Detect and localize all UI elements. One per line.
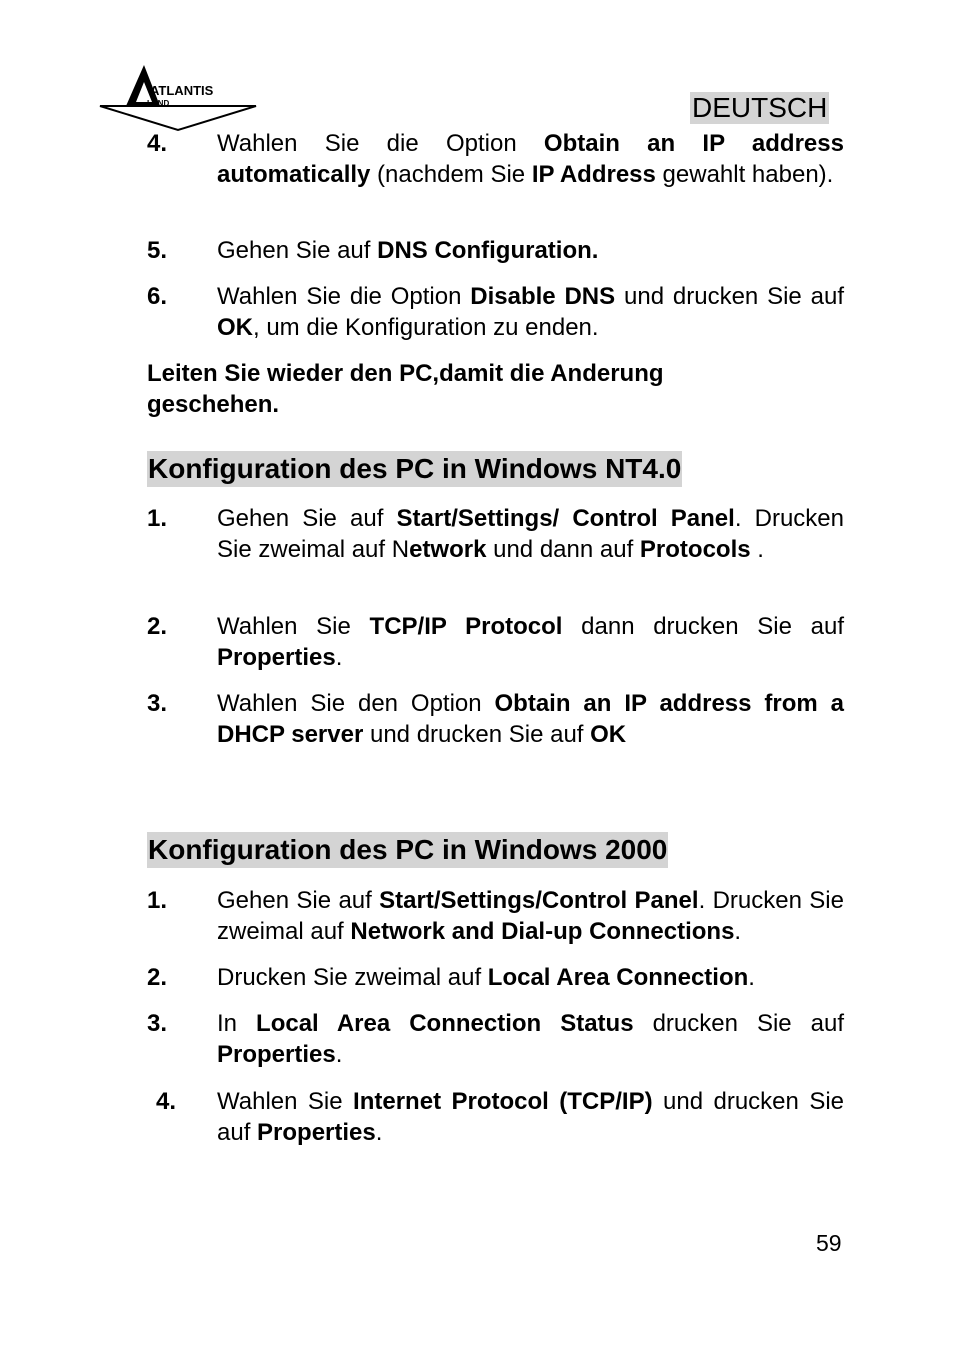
bold-term: Properties <box>217 1041 336 1068</box>
item-text: Wahlen Sie die Option Obtain an IP address automatically (nachdem Sie IP Address gewahlt haben). <box>217 130 844 188</box>
item-text: Wahlen Sie die Option Disable DNS und drucken Sie auf OK, um die Konfiguration zu enden. <box>217 283 844 341</box>
bold-term: Properties <box>257 1119 376 1146</box>
list-item <box>147 688 844 750</box>
language-label: DEUTSCH <box>692 92 828 123</box>
item-number: 5. <box>147 237 168 264</box>
item-number: 3. <box>147 1010 168 1037</box>
item-text: Drucken Sie zweimal auf Local Area Connection. <box>217 964 755 991</box>
list-item <box>147 503 844 565</box>
item-number: 4. <box>156 1088 177 1115</box>
bold-term: Protocols <box>639 536 751 563</box>
bold-term: TCP/IP Protocol <box>369 613 563 640</box>
bold-term: Disable DNS <box>470 283 616 310</box>
item-text: In Local Area Connection Status drucken Sie auf Properties. <box>217 1010 845 1068</box>
bold-term: Local Area Connection <box>487 964 749 991</box>
list-item <box>147 281 844 343</box>
list-item <box>147 128 844 190</box>
list-item <box>147 235 844 266</box>
list-item <box>147 885 844 947</box>
list-item <box>147 1008 844 1070</box>
restart-note: Leiten Sie wieder den PC,damit die Anderung geschehen. <box>147 360 664 418</box>
item-number: 3. <box>147 690 168 717</box>
bold-term: Obtain an IP address from a DHCP server <box>217 690 844 748</box>
item-number: 6. <box>147 283 168 310</box>
logo-subtext: LAND <box>147 99 170 108</box>
list-item <box>147 611 844 673</box>
bold-term: etwork <box>409 536 487 563</box>
bold-term: OK <box>590 721 627 748</box>
item-text: Gehen Sie auf Start/Settings/Control Panel. Drucken Sie zweimal auf Network and Dial-up Connections. <box>217 887 844 945</box>
bold-term: Start/Settings/Control Panel <box>379 887 699 914</box>
bold-term: Network and Dial-up Connections <box>350 918 735 945</box>
bold-term: Internet Protocol (TCP/IP) <box>353 1088 653 1115</box>
item-number: 2. <box>147 964 168 991</box>
item-text: Wahlen Sie Internet Protocol (TCP/IP) und drucken Sie auf Properties. <box>217 1088 845 1146</box>
item-number: 4. <box>147 130 168 157</box>
item-text: Wahlen Sie den Option Obtain an IP address from a DHCP server und drucken Sie auf OK <box>217 690 844 748</box>
logo-text: ATLANTIS <box>150 83 214 98</box>
item-number: 1. <box>147 505 168 532</box>
item-text: Wahlen Sie TCP/IP Protocol dann drucken Sie auf Properties. <box>217 613 845 671</box>
section-heading-2000: Konfiguration des PC in Windows 2000 <box>147 832 668 868</box>
bold-term: Obtain an IP address automatically <box>217 130 844 188</box>
bold-term: IP Address <box>531 161 656 188</box>
item-number: 1. <box>147 887 168 914</box>
item-number: 2. <box>147 613 168 640</box>
bold-term: Local Area Connection Status <box>256 1010 634 1037</box>
item-text: Gehen Sie auf Start/Settings/ Control Panel. Drucken Sie zweimal auf Network und dann auf Protocols . <box>217 505 844 563</box>
list-item <box>147 962 844 993</box>
bold-term: Properties <box>217 644 336 671</box>
bold-term: Start/Settings/ Control Panel <box>396 505 735 532</box>
bold-term: DNS Configuration. <box>377 237 599 264</box>
section-heading-nt: Konfiguration des PC in Windows NT4.0 <box>147 451 682 487</box>
list-item <box>147 1086 844 1148</box>
item-text: Gehen Sie auf DNS Configuration. <box>217 237 599 264</box>
bold-term: OK <box>217 314 253 341</box>
atlantis-land-logo <box>98 62 258 132</box>
page-number: 59 <box>816 1230 842 1256</box>
